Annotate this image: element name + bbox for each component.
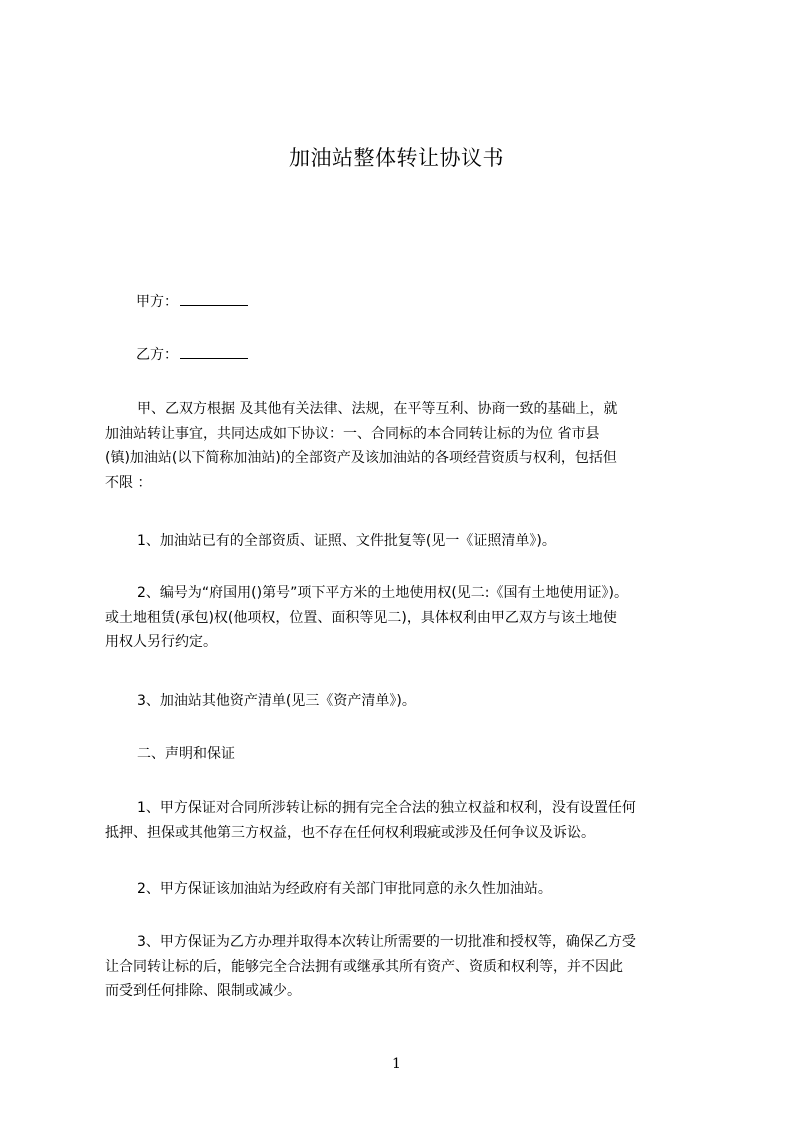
warranty-3-line: 3、甲方保证为乙方办理并取得本次转让所需要的一切批准和授权等，确保乙方受: [137, 934, 636, 950]
intro-line: 加油站转让事宜，共同达成如下协议：一、合同标的本合同转让标的为位 省市县: [105, 425, 600, 442]
warranty-3-line: 让合同转让标的后，能够完全合法拥有或继承其所有资产、资质和权利等，并不因此: [105, 958, 623, 975]
intro-paragraph: [105, 397, 725, 495]
document-title: 加油站整体转让协议书: [289, 146, 504, 170]
party-b-blank: [180, 343, 248, 359]
section-2-heading: [105, 742, 725, 767]
warranty-1-line: 抵押、担保或其他第三方权益，也不存在任何权利瑕疵或涉及任何争议及诉讼。: [105, 824, 595, 841]
party-a-line: [136, 290, 756, 315]
warranty-3-line: 而受到任何排除、限制或减少。: [105, 983, 301, 999]
item-2-line: 用权人另行约定。: [105, 634, 217, 650]
item-2-line: 或土地租赁(承包)权(他项权，位置、面积等见二)，具体权利由甲乙双方与该土地使: [105, 609, 617, 626]
item-3-text: 3、加油站其他资产清单(见三《资产清单》)。: [137, 693, 416, 709]
page-number: 1: [392, 1056, 401, 1072]
intro-line: 不限 ：: [105, 474, 152, 491]
warranty-1-paragraph: [105, 796, 725, 845]
warranty-2-paragraph: [105, 877, 725, 902]
warranty-3-paragraph: [105, 930, 725, 1004]
item-1-text: 1、加油站已有的全部资质、证照、文件批复等(见一《证照清单》)。: [137, 533, 556, 549]
party-b-line: [136, 343, 756, 368]
intro-line: 甲、乙双方根据 及其他有关法律、法规，在平等互利、协商一致的基础上，就: [137, 401, 618, 417]
party-a-blank: [180, 290, 248, 306]
item-3-paragraph: [105, 689, 725, 714]
item-1-paragraph: [105, 529, 725, 554]
intro-line: (镇)加油站(以下简称加油站)的全部资产及该加油站的各项经营资质与权利，包括但: [105, 450, 617, 466]
item-2-line: 2、编号为“府国用()第号”项下平方米的土地使用权(见二:《国有土地使用证》)。: [137, 585, 628, 601]
item-2-paragraph: [105, 581, 725, 655]
section-2-heading-text: 二、声明和保证: [137, 746, 235, 762]
party-b-label: 乙方：: [136, 347, 178, 363]
warranty-1-line: 1、甲方保证对合同所涉转让标的拥有完全合法的独立权益和权利，没有设置任何: [137, 800, 636, 816]
warranty-2-text: 2、甲方保证该加油站为经政府有关部门审批同意的永久性加油站。: [137, 881, 552, 897]
party-a-label: 甲方：: [136, 294, 178, 310]
